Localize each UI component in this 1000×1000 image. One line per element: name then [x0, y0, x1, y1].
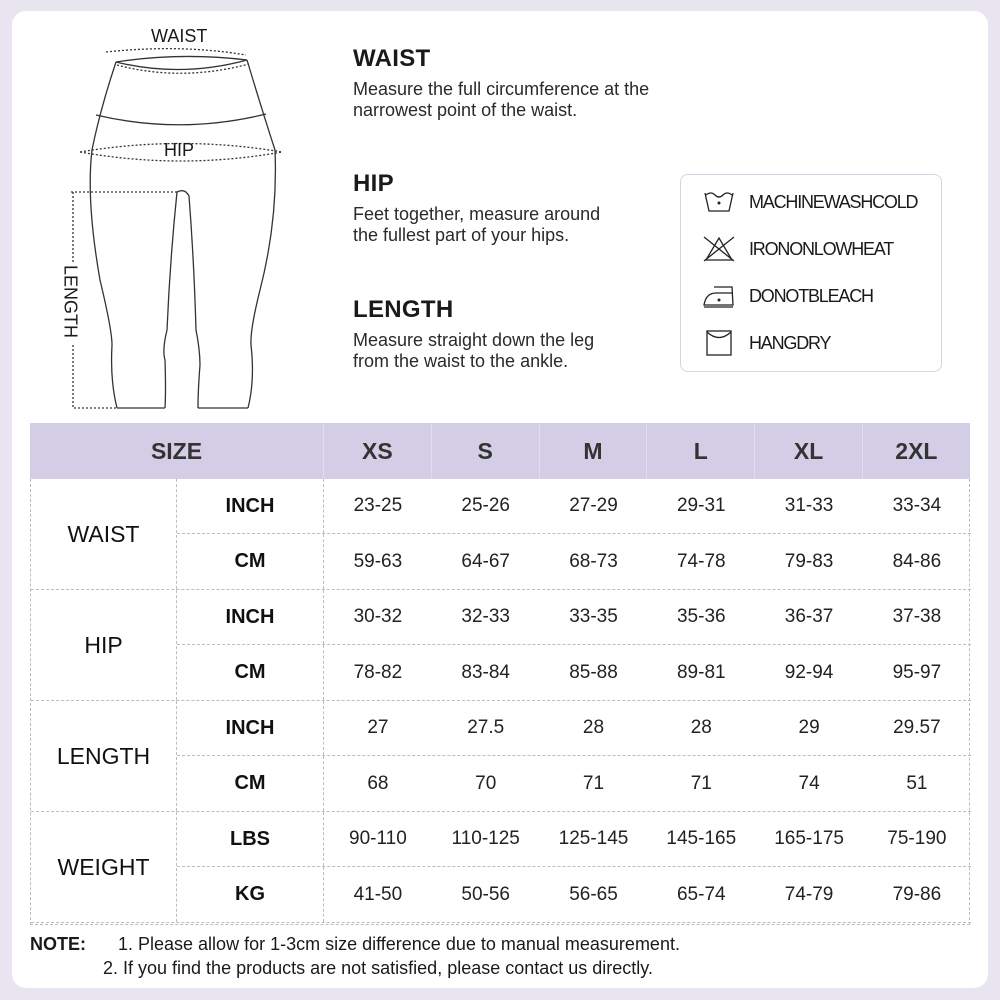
guide-title: LENGTH — [353, 296, 454, 323]
wash-basin-icon — [701, 187, 737, 217]
table-group-length: LENGTH INCH 27 27.5 28 28 29 29.57 CM 68 70 71 71 74 51 — [31, 701, 971, 812]
table-row: LBS 90-110 110-125 125-145 145-165 165-175 75-190 — [177, 812, 971, 867]
guide-title: HIP — [353, 170, 394, 197]
no-bleach-triangle-icon — [701, 234, 737, 264]
header-size-l: L — [646, 423, 754, 479]
care-item: DONOTBLEACH — [701, 281, 873, 311]
diagram-hip-label: HIP — [164, 140, 195, 160]
table-row: INCH 23-25 25-26 27-29 29-31 31-33 33-34 — [177, 479, 971, 534]
header-size-s: S — [431, 423, 539, 479]
note-line-1: 1. Please allow for 1-3cm size difference due to manual measurement. — [118, 934, 680, 954]
table-body — [30, 479, 970, 925]
hang-dry-icon — [701, 328, 737, 358]
header-size-2xl: 2XL — [862, 423, 970, 479]
table-group-hip: HIP INCH 30-32 32-33 33-35 35-36 36-37 37-38 CM 78-82 83-84 85-88 89-81 92-94 95-97 — [31, 590, 971, 701]
note-label: NOTE: — [30, 934, 86, 954]
note-line-2: 2. If you find the products are not satisfied, please contact us directly. — [103, 958, 653, 978]
table-row: CM 68 70 71 71 74 51 — [177, 756, 971, 811]
header-size: SIZE — [150, 437, 203, 464]
table-row: CM 78-82 83-84 85-88 89-81 92-94 95-97 — [177, 645, 971, 700]
guide-text: Feet together, measure around the fullest part of your hips. — [353, 204, 601, 245]
table-header — [30, 423, 970, 479]
guide-text: Measure straight down the leg from the waist to the ankle. — [353, 330, 595, 371]
size-table — [30, 423, 970, 925]
iron-icon — [701, 281, 737, 311]
size-chart-card — [12, 11, 988, 988]
table-row: INCH 27 27.5 28 28 29 29.57 — [177, 701, 971, 756]
table-group-weight: WEIGHT LBS 90-110 110-125 125-145 145-165 165-175 75-190 KG 41-50 50-56 56-65 65-74 74-79 79-86 — [31, 812, 971, 923]
guide-hip — [353, 170, 600, 246]
table-group-waist: WAIST INCH 23-25 25-26 27-29 29-31 31-33 33-34 CM 59-63 64-67 68-73 74-78 79-83 84-86 — [31, 479, 971, 590]
care-instructions-box — [680, 174, 942, 372]
diagram-waist-label: WAIST — [151, 26, 208, 46]
diagram-length-label: LENGTH — [60, 264, 81, 338]
header-size-xl: XL — [754, 423, 862, 479]
leggings-diagram — [12, 11, 342, 431]
care-item: HANGDRY — [701, 328, 830, 358]
table-row: INCH 30-32 32-33 33-35 35-36 36-37 37-38 — [177, 590, 971, 645]
guide-length — [353, 296, 594, 372]
guide-waist — [353, 45, 649, 121]
leggings-outline-icon — [12, 11, 342, 431]
header-size-m: M — [539, 423, 647, 479]
guide-text: Measure the full circumference at the narrowest point of the waist. — [353, 79, 650, 120]
table-row: KG 41-50 50-56 56-65 65-74 74-79 79-86 — [177, 867, 971, 922]
care-item: IRONONLOWHEAT — [701, 234, 893, 264]
care-item: MACHINEWASHCOLD — [701, 187, 917, 217]
guide-title: WAIST — [353, 45, 431, 72]
table-row: CM 59-63 64-67 68-73 74-78 79-83 84-86 — [177, 534, 971, 589]
header-size-xs: XS — [323, 423, 431, 479]
